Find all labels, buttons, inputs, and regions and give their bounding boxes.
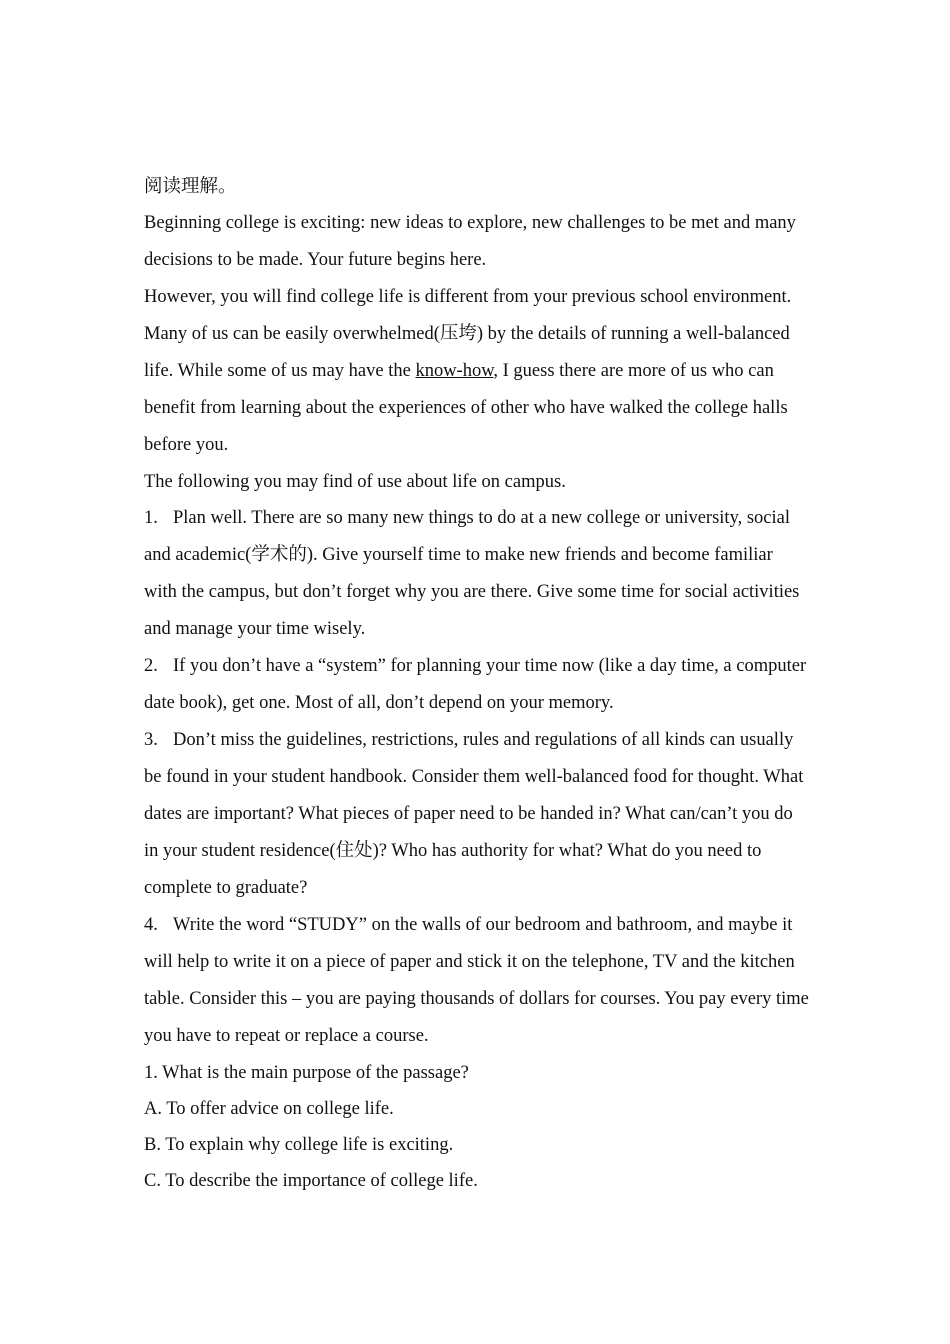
tip-item-2 [144, 648, 810, 722]
option-a: A. To offer advice on college life. [144, 1099, 394, 1119]
option-b: B. To explain why college life is exciting. [144, 1135, 454, 1155]
option-c: C. To describe the importance of college life. [144, 1171, 478, 1191]
intro-paragraph-2-text-b: , I guess there are more of us who can benefit from learning about the experiences of other who have walked the college halls before you. [144, 361, 788, 455]
tip-number: 3. [144, 730, 158, 750]
tip-number: 1. [144, 508, 158, 528]
tip-text: Don’t miss the guidelines, restrictions, rules and regulations of all kinds can usually be found in your student handbook. Consider them well-balanced food for thought. What dates are important? What pieces of paper need to be handed in? What can/can’t you do in your student residence(住处)? Who has authority for what? What do you need to complete to graduate? [144, 730, 804, 898]
tip-item-4 [144, 907, 810, 1055]
tip-number: 2. [144, 656, 158, 676]
tip-text: Plan well. There are so many new things to do at a new college or university, social and academic(学术的). Give yourself time to make new friends and become familiar with the campus, but don’t forget why you are there. Give some time for social activities and manage your time wisely. [144, 508, 800, 639]
tip-item-3 [144, 722, 810, 907]
tip-item-1 [144, 500, 810, 648]
intro-paragraph-1: Beginning college is exciting: new ideas to explore, new challenges to be met and many decisions to be made. Your future begins here. [144, 213, 796, 270]
section-heading: 阅读理解。 [144, 177, 237, 197]
intro-paragraph-2-text-a: However, you will find college life is different from your previous school environment. Many of us can be easily overwhelmed(压垮) by the details of running a well-balanced life. While some of us may have the [144, 287, 792, 381]
know-how-underlined-term: know-how [415, 361, 494, 381]
tip-number: 4. [144, 915, 158, 935]
document-page [144, 170, 810, 1199]
tip-text: Write the word “STUDY” on the walls of our bedroom and bathroom, and maybe it will help to write it on a piece of paper and stick it on the telephone, TV and the kitchen table. Consider this – you are paying thousands of dollars for courses. You pay every time you have to repeat or replace a course. [144, 915, 809, 1046]
intro-paragraph-2 [144, 279, 810, 464]
question-stem: 1. What is the main purpose of the passage? [144, 1063, 469, 1083]
intro-paragraph-3: The following you may find of use about life on campus. [144, 472, 566, 492]
tip-text: If you don’t have a “system” for planning your time now (like a day time, a computer date book), get one. Most of all, don’t depend on your memory. [144, 656, 807, 713]
